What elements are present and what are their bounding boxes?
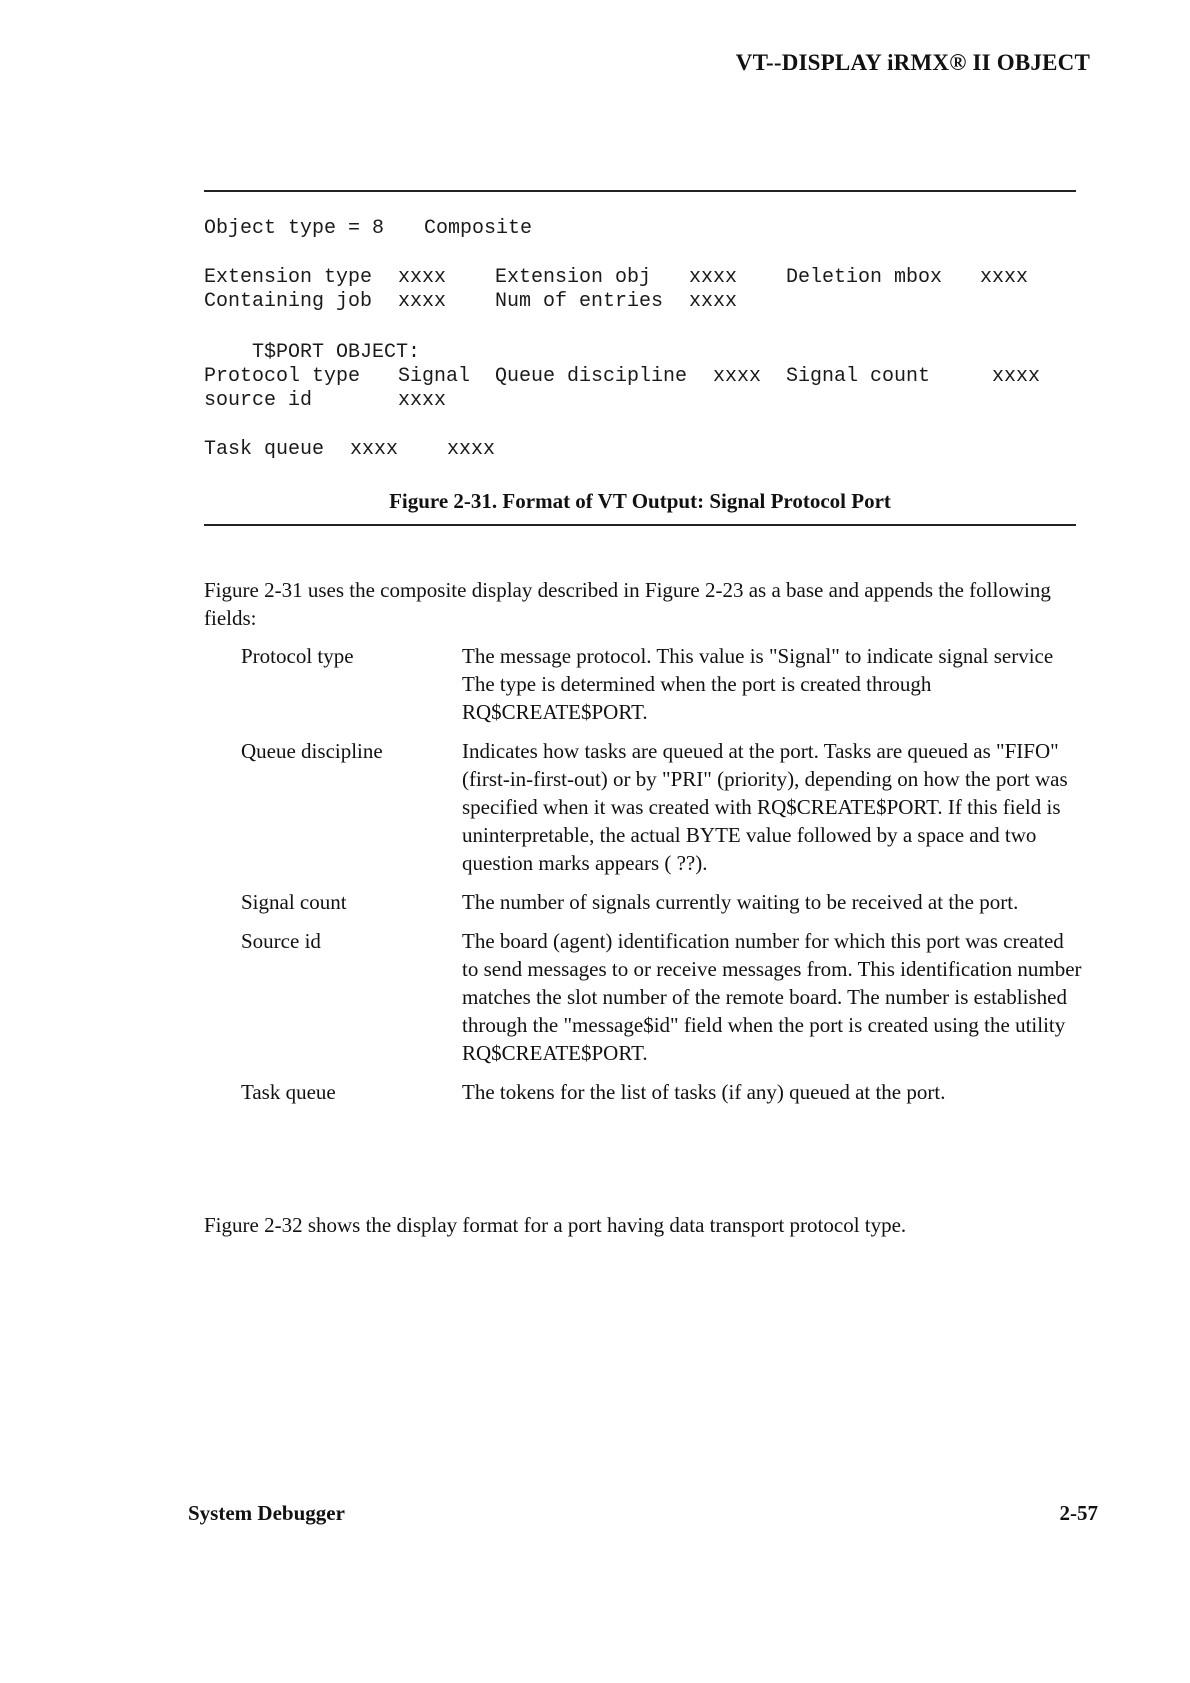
definition-item <box>241 927 1091 1067</box>
definition-item <box>241 642 1091 726</box>
containing-job-value: xxxx <box>398 290 447 313</box>
definition-description: The board (agent) identification number for which this port was created to send messages to or receive messages from. This identification number matches the slot number of the remote board. The number is established through the "message$id" field when the port is created using the utility RQ$CREATE$PORT. <box>462 929 1082 1065</box>
definition-term: Queue discipline <box>241 739 383 763</box>
intro-paragraph: Figure 2-31 uses the composite display described in Figure 2-23 as a base and appends the following fields: <box>204 578 1051 630</box>
source-id-label: source id <box>204 389 313 412</box>
extension-obj-value: xxxx <box>689 266 738 289</box>
figure-bottom-rule <box>204 524 1076 526</box>
queue-discipline-label: Queue discipline <box>495 365 688 388</box>
object-type-label: Object type = 8 <box>204 217 385 240</box>
figure-top-rule <box>204 190 1076 192</box>
definition-term: Task queue <box>241 1080 336 1104</box>
deletion-mbox-label: Deletion mbox <box>786 266 943 289</box>
num-entries-value: xxxx <box>689 290 738 313</box>
definition-term: Source id <box>241 929 321 953</box>
containing-job-label: Containing job <box>204 290 373 313</box>
field-definitions-list <box>241 642 1091 1117</box>
definition-item <box>241 1078 1091 1106</box>
definition-term: Protocol type <box>241 644 354 668</box>
deletion-mbox-value: xxxx <box>980 266 1029 289</box>
definition-description: The number of signals currently waiting to be received at the port. <box>462 890 1019 914</box>
footer-book-title: System Debugger <box>188 1501 345 1525</box>
definition-description: Indicates how tasks are queued at the port. Tasks are queued as "FIFO" (first-in-first-out) or by "PRI" (priority), depending on how the port was specified when it was created with RQ$CREATE$PORT. If this field is uninterpretable, the actual BYTE value followed by a space and two question marks appears ( ??). <box>462 739 1068 875</box>
page-header-title: VT--DISPLAY iRMX® II OBJECT <box>735 50 1090 75</box>
task-queue-value: xxxx <box>447 438 496 461</box>
task-queue-value: xxxx <box>350 438 399 461</box>
definition-description: The message protocol. This value is "Signal" to indicate signal service The type is determined when the port is created through RQ$CREATE$PORT. <box>462 644 1054 724</box>
num-entries-label: Num of entries <box>495 290 664 313</box>
definition-term: Signal count <box>241 890 347 914</box>
signal-count-value: xxxx <box>992 365 1041 388</box>
source-id-value: xxxx <box>398 389 447 412</box>
extension-type-label: Extension type <box>204 266 373 289</box>
signal-count-label: Signal count <box>786 365 931 388</box>
object-type-value: Composite <box>424 217 533 240</box>
closing-paragraph: Figure 2-32 shows the display format for a port having data transport protocol type. <box>204 1213 907 1237</box>
extension-type-value: xxxx <box>398 266 447 289</box>
definition-item <box>241 888 1091 916</box>
queue-discipline-value: xxxx <box>713 365 762 388</box>
figure-caption: Figure 2-31. Format of VT Output: Signal Protocol Port <box>389 489 891 513</box>
task-queue-label: Task queue <box>204 438 325 461</box>
definition-description: The tokens for the list of tasks (if any) queued at the port. <box>462 1080 946 1104</box>
protocol-type-label: Protocol type <box>204 365 361 388</box>
page-number: 2-57 <box>1059 1501 1098 1525</box>
protocol-type-value: Signal <box>398 365 471 388</box>
extension-obj-label: Extension obj <box>495 266 652 289</box>
definition-item <box>241 737 1091 877</box>
port-object-heading: T$PORT OBJECT: <box>252 341 421 364</box>
